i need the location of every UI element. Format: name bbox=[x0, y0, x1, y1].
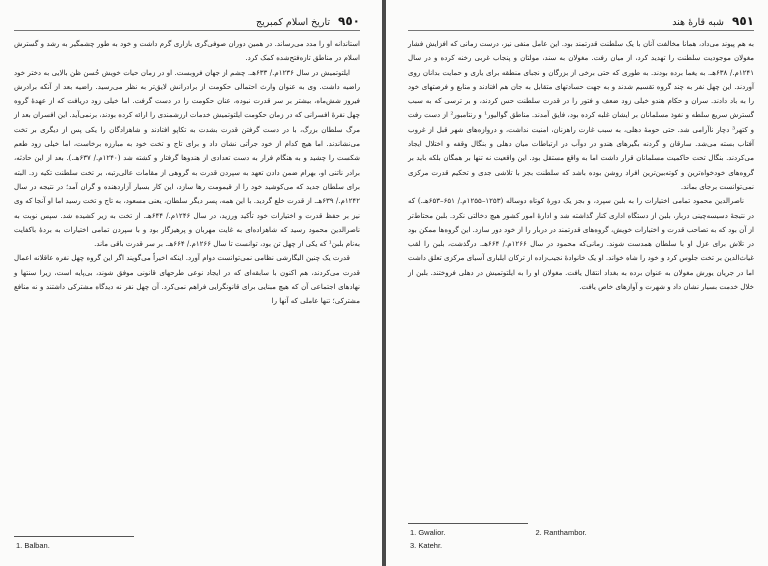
left-page-body bbox=[14, 37, 360, 309]
right-footnote-1: 1. Gwalior. bbox=[410, 528, 446, 537]
left-paragraph-1: استاندانه او را مدد می‌رساند. در همین دوران صوفی‌گری بازاری گرم داشت و خود به طور چشمگیر به رشد و گسترش اسلام در مناطق تازه‌فتح‌شده کمک کرد. bbox=[14, 39, 360, 63]
right-page-header bbox=[408, 14, 754, 31]
right-footnotes bbox=[410, 528, 587, 554]
left-paragraph-2: ایلتوتمیش در سال ۱۲۳۶م./ ۶۳۳هـ. چشم از جهان فروبست. او در زمان حیات خویش حُسن ظن بالایی به دختر خود راضیه داشت. وی به عنوان وارث احتمالی حکومت از برادرانش لایق‌تر به نظر می‌رسید. راضیه بعد از آنکه برادرش فیروز شش‌ماه، بیشتر بر سر قدرت نبوده، عنان حکومت را در دست گرفت. اما خیلی زود دریافت که از عهدهٔ گروه چهل نفرهٔ افسرانی که در زمان حکومت ایلتوتمیش خدمات ارزشمندی را ارائه کرده بودند، برنمی‌آید. این افسران بعد از مرگ سلطان بزرگ، با در دست گرفتن قدرت بشدت به تکاپو افتادند و شاهزادگان را یکی پس از دیگری بر تخت می‌نشاندند. اما هیچ کدام از خود جرأتی نشان داد و برای تاج و تخت خود به مبارزه برخاست، اما خیلی زود طعم شکست را چشید و به هنگام فرار به دست تعدادی از هندوها گرفتار و کشته شد (۱۲۴۰م./ ۶۳۷هـ.). بعد از این حادثه، برادر ناتنی او، بهرام ضمن دادن تعهد به سپردن قدرت به گروهی از مقامات عالی‌رتبه، بر تخت سلطنت تکیه زد. البته برای سلطان جدید که می‌کوشید خود را از قیمومت رها سازد، این کار بسیار آزاردهنده و گران آمد؛ در نتیجه در سال ۱۲۴۲م./ ۶۳۹هـ. از قدرت خلع گردید. با این همه، پسر دیگر سلطان، یعنی مسعود، به تاج و تخت رسید اما او آنجا که وی نیز بر حفظ قدرت و اختیارات خود تأکید ورزید، در سال ۱۲۴۶م./ ۶۴۴هـ. از تخت به زیر کشیده شد. سپس نوبت به ناصرالدین محمود رسید که شاهزاده‌ای به غایت مهربان و پرهیزگار بود و با سپردن تمامی اختیارات به بردهٔ باکفایت به‌نام بلبن¹ که یکی از چهل تن بود، توانست تا سال ۱۲۶۶م./ ۶۶۴هـ. بر سر قدرت باقی ماند. bbox=[14, 67, 361, 249]
right-running-title: شبه قارهٔ هند bbox=[672, 17, 725, 28]
right-page bbox=[386, 0, 768, 566]
left-page-header bbox=[14, 14, 360, 31]
right-page-number: ٩٥١ bbox=[732, 14, 754, 28]
right-paragraph-1: به هم پیوند می‌داد، همانا مخالفت آنان با یک سلطنت قدرتمند بود. این عامل منفی نیز، درست زمانی که افزایش فشار مغولان موجودیت سلطنت را تهدید کرد، از میان رفت. مغولان به سند، مولتان و پنجاب غربی رخنه کرده و در سال ۱۲۴۱م./ ۶۳۸هـ. به یغما برده بودند. به طوری که حتی برخی از بزرگان و نجبای منطقه برای یاری و حمایت بدانان روی آوردند. این چهل نفر به چند گروه تقسیم شدند و به جهت حسادتهای متقابل به جان هم افتادند و منابع و فرصتهای خود را به باد دادند. سران و حکام هندو خیلی زود ضعف و فتور را در قدرت سلطنت حس کردند، و بر ترسی که به سبب گسترش سریع سلطه و نفوذ مسلمانان بر ایشان غلبه کرده بود، فایق آمدند. مناطق گوالیور¹ و رنتامبور² از دست رفت و کتهر³ دچار ناآرامی شد. حتی حومهٔ دهلی، به سبب غارت راهزنان، امنیت نداشت، و دروازه‌های شهر قبل از غروب آفتاب بسته می‌شد. سارقان و گردنه بگیرهای هندو در دوآب در ارتباطات میان دهلی و بنگال وقفه و اختلال ایجاد می‌کردند. بنگال تحت حاکمیت مسلمانان قرار داشت اما به واقع مستقل بود. این واقعیت نه تنها بر همگان بلکه باید بر گروه‌های خودخواه‌ترین و کوته‌بین‌ترین افراد روشن بوده باشد که سلطنت بجز با تلاشی جدی و تحکیم قدرت مرکزی نمی‌توانست برجای بماند. bbox=[408, 39, 754, 191]
right-footnote-rule bbox=[408, 523, 528, 524]
left-footnote-rule bbox=[14, 536, 134, 537]
right-paragraph-2: ناصرالدین محمود تمامی اختیارات را به بلبن سپرد، و بجز یک دورهٔ کوتاه دوساله (۱۲۵۳–۱۲۵۵م./ ۶۵۱–۶۵۳هـ.) که در نتیجهٔ دسیسه‌چینی دربار، بلبن از دستگاه اداری کنار گذاشته شد و ادارهٔ امور کشور هیچ دخالتی نکرد. بلبن محتاط‌تر از آن بود که به تصاحب قدرت و اختیارات خویش، گروه‌های قدرتمند در دربار را از خود دور سازد. این گروه‌ها ممکن بود در تلاش برای عزل او با سلطان همدست شوند. زمانی‌که محمود در سال ۱۲۶۶م./ ۶۶۴هـ. درگذشت، بلبن را لقب غیاث‌الدین بر تخت جلوس کرد و خود را شاه خواند. او یک خانوادهٔ نجیب‌زاده از ترکان ایلباری آسیای مرکزی تعلق داشت اما در جریان یورش مغولان به عنوان برده به بغداد انتقال یافت. مغولان او را به ایلتوتمیش در دهلی فروختند. بلبن از خلال خدمت بسیار نشان داد و شهرت و آوازهای خاص یافت. bbox=[408, 196, 755, 292]
left-paragraph-3: قدرت یک چنین الیگارشی نظامی نمی‌توانست دوام آورد. اینکه اخیراً می‌گویند اگر این گروه چهل نفره عاقلانه اعمال قدرت می‌کردند، هم اکنون با سابقه‌ای که در ایجاد نوعی طرحهای قانونی موفق شوند، بی‌پایه است، زیرا سنتها و نهادهای اجتماعی آن که هیچ مبنایی برای قانونگرایی فراهم نمی‌کرد. آن چهل نفر نه دیدگاه مشترکی داشتند و نه منافع مشترکی؛ تنها عاملی که آنها را bbox=[14, 253, 360, 306]
right-footnote-2: 2. Ranthambor. bbox=[535, 528, 587, 537]
right-page-body bbox=[408, 37, 754, 294]
right-footnote-3: 3. Katehr. bbox=[410, 541, 443, 550]
left-page-number: ٩٥٠ bbox=[338, 14, 360, 28]
left-running-title: تاریخ اسلام کمبریج bbox=[256, 17, 331, 28]
left-footnotes bbox=[16, 541, 50, 554]
left-footnote-1: 1. Balban. bbox=[16, 541, 50, 550]
left-page bbox=[0, 0, 382, 566]
